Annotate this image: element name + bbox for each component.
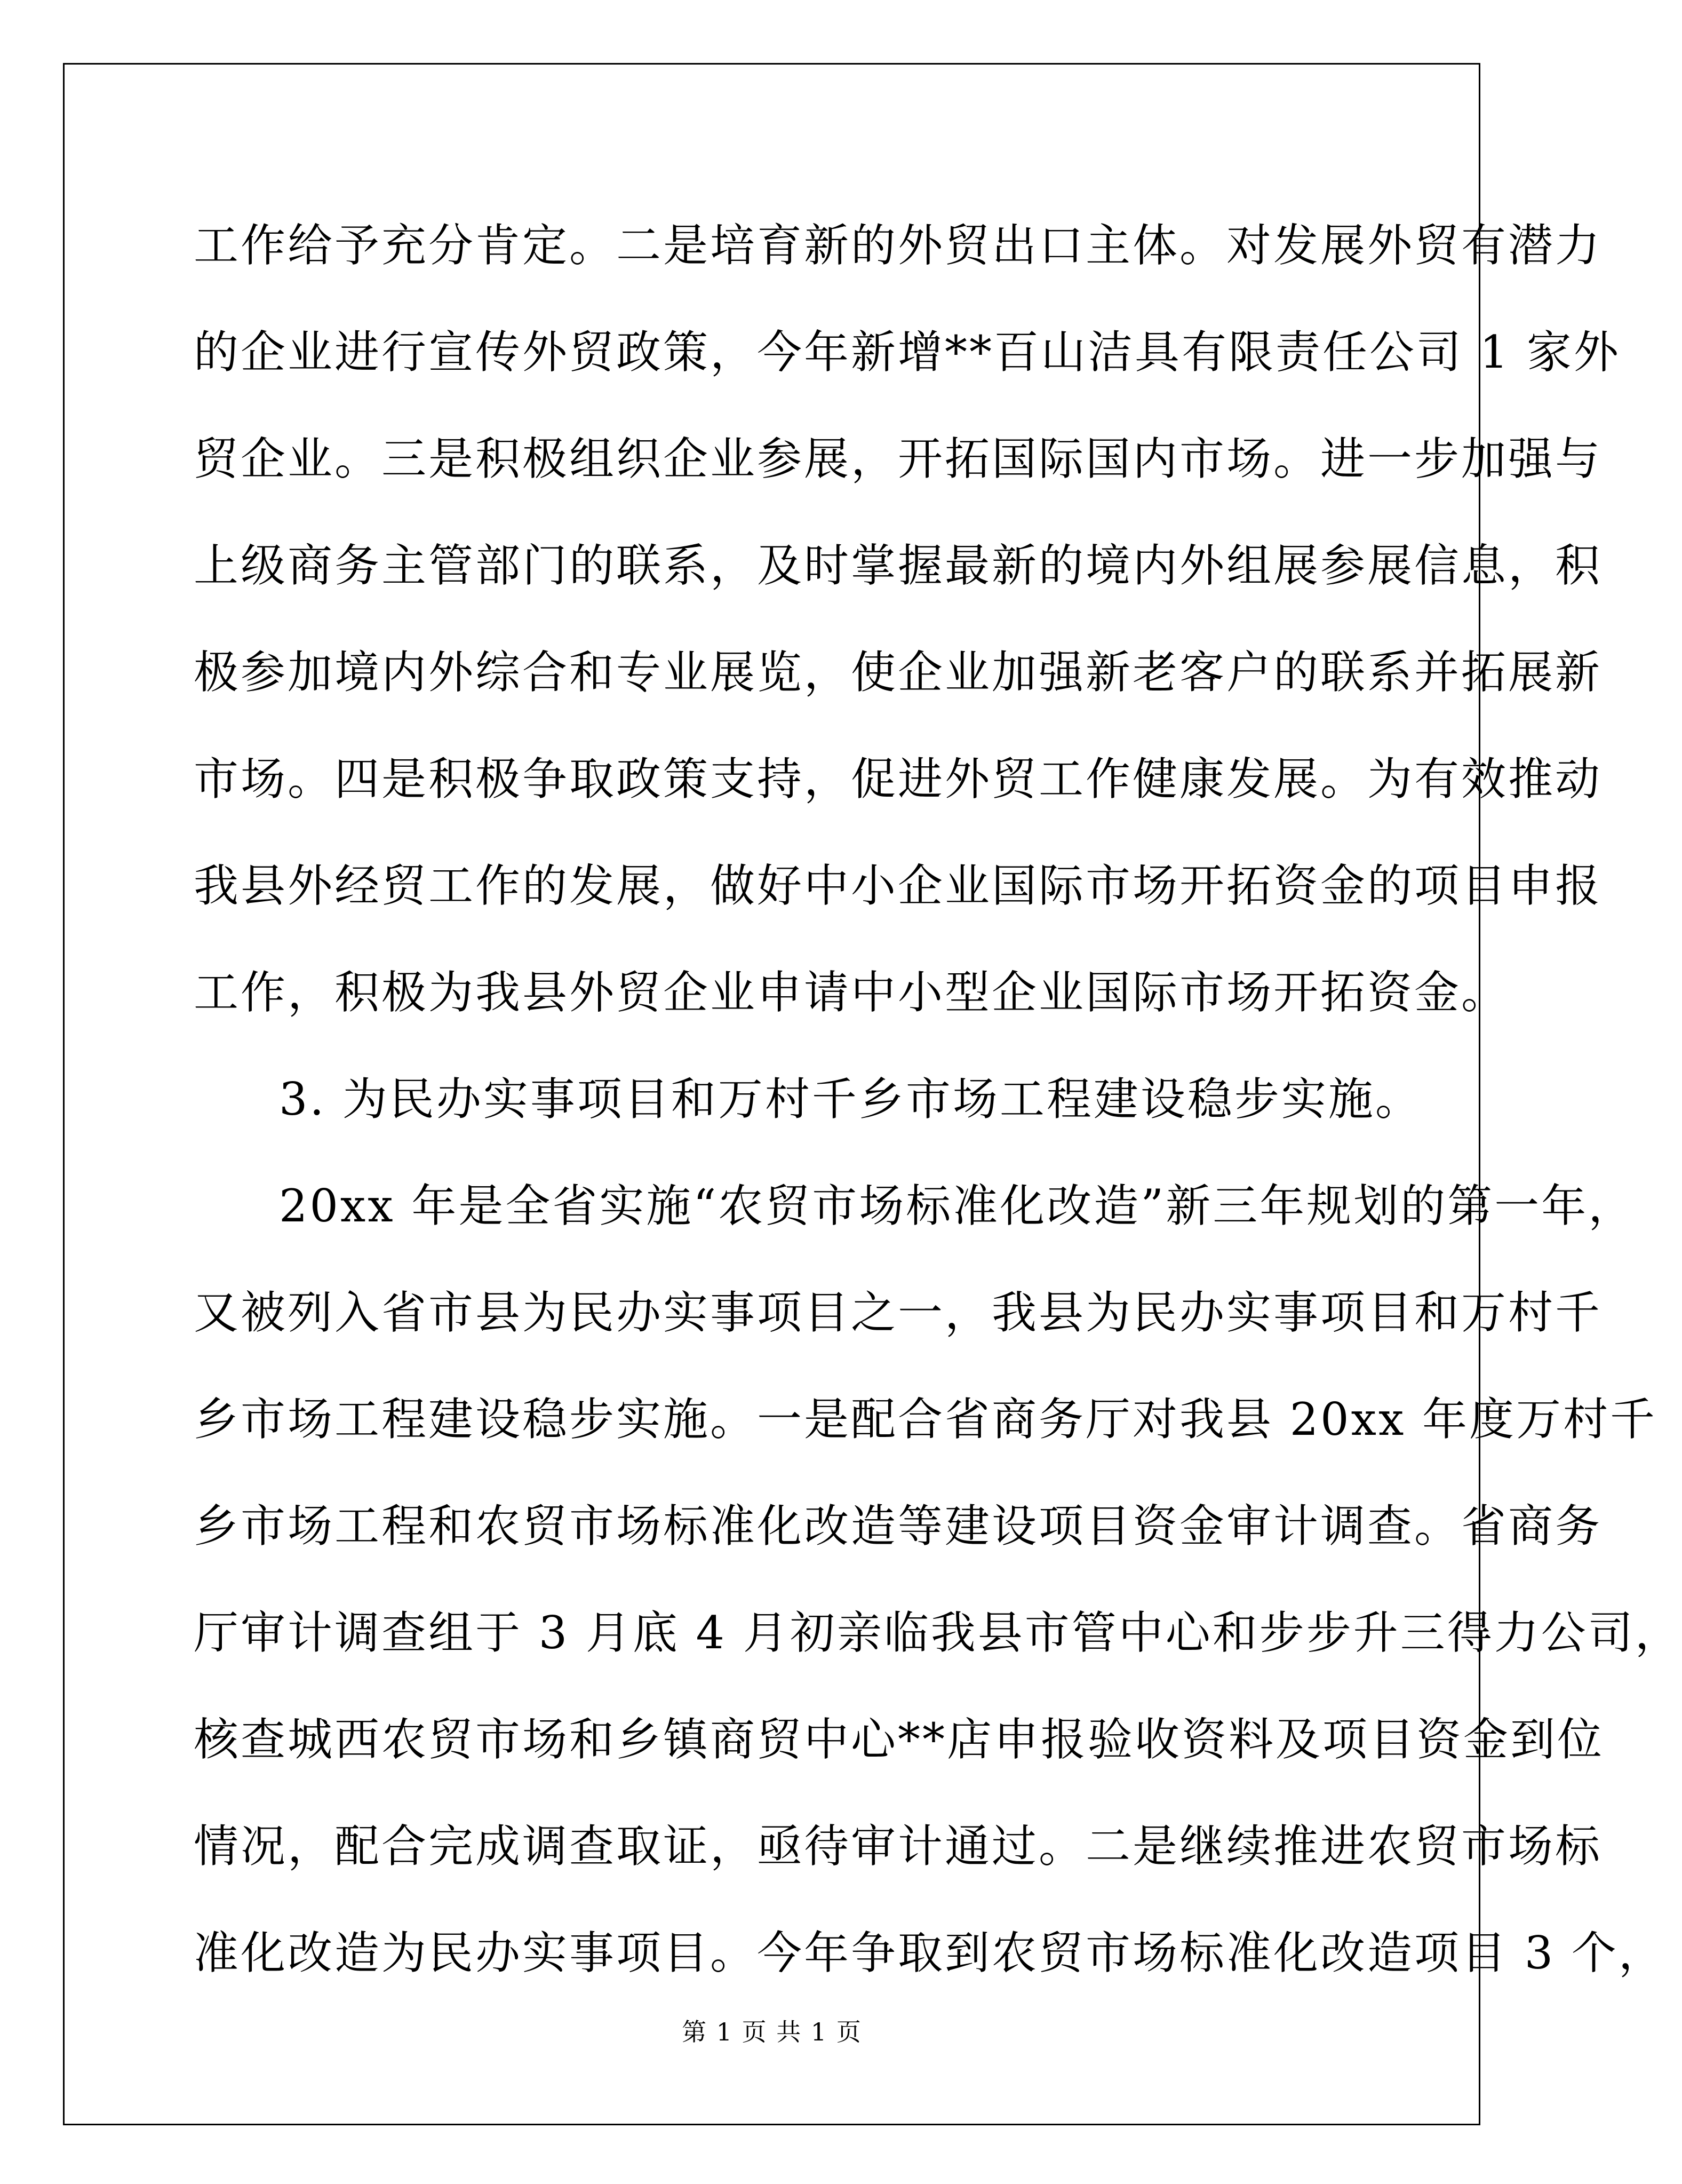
text-line: 厅审计调查组于 3 月底 4 月初亲临我县市管中心和步步升三得力公司，	[194, 1607, 1682, 1659]
text-line: 上级商务主管部门的联系，及时掌握最新的境内外组展参展信息，积	[194, 539, 1603, 592]
page-footer: 第 1 页 共 1 页	[682, 2018, 862, 2046]
text-line: 乡市场工程和农贸市场标准化改造等建设项目资金审计调查。省商务	[194, 1500, 1603, 1552]
text-line: 核查城西农贸市场和乡镇商贸中心**店申报验收资料及项目资金到位	[194, 1713, 1605, 1766]
text-line: 市场。四是积极争取政策支持，促进外贸工作健康发展。为有效推动	[194, 753, 1603, 805]
document-body	[194, 203, 1682, 2017]
text-line: 情况，配合完成调查取证，亟待审计通过。二是继续推进农贸市场标	[194, 1820, 1603, 1872]
text-line: 20xx 年是全省实施“农贸市场标准化改造”新三年规划的第一年，	[279, 1180, 1636, 1232]
text-line: 工作给予充分肯定。二是培育新的外贸出口主体。对发展外贸有潜力	[194, 219, 1603, 272]
text-line: 极参加境内外综合和专业展览，使企业加强新老客户的联系并拓展新	[194, 646, 1603, 698]
text-line: 准化改造为民办实事项目。今年争取到农贸市场标准化改造项目 3 个，	[194, 1927, 1665, 1979]
text-line: 我县外经贸工作的发展，做好中小企业国际市场开拓资金的项目申报	[194, 860, 1603, 912]
section-heading: 3. 为民办实事项目和万村千乡市场工程建设稳步实施。	[279, 1073, 1422, 1125]
text-line: 贸企业。三是积极组织企业参展，开拓国际国内市场。进一步加强与	[194, 433, 1603, 485]
text-line: 又被列入省市县为民办实事项目之一，我县为民办实事项目和万村千	[194, 1286, 1603, 1339]
text-line: 的企业进行宣传外贸政策，今年新增**百山洁具有限责任公司 1 家外	[194, 326, 1621, 378]
text-line: 乡市场工程建设稳步实施。一是配合省商务厅对我县 20xx 年度万村千	[194, 1393, 1657, 1446]
text-line: 工作，积极为我县外贸企业申请中小型企业国际市场开拓资金。	[194, 966, 1509, 1019]
